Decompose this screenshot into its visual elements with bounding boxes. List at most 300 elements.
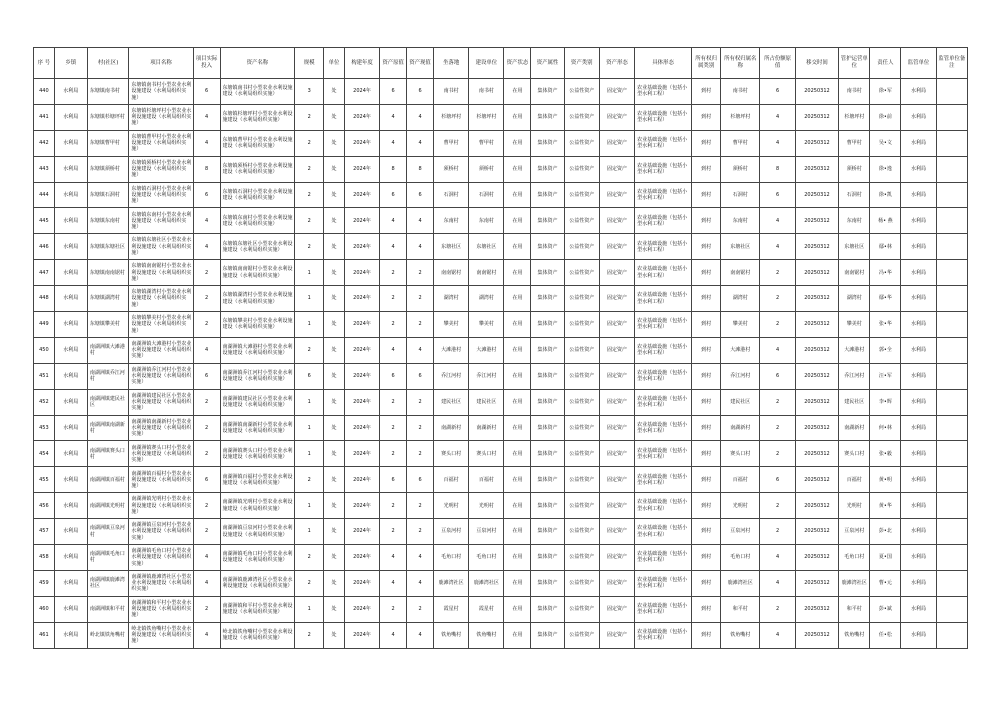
cell-location: 大滩港村 — [434, 337, 469, 363]
cell-manager: 东南村 — [839, 208, 870, 234]
cell-category: 公益性资产 — [564, 182, 599, 208]
table-row — [34, 104, 968, 130]
cell-attr: 集体资产 — [531, 234, 564, 260]
cell-handover: 20250312 — [795, 415, 839, 441]
cell-own-name: 百福村 — [721, 467, 760, 493]
cell-status: 在用 — [504, 286, 531, 312]
cell-own-name: 赛头口村 — [721, 441, 760, 467]
cell-handover: 20250312 — [795, 467, 839, 493]
cell-own-type: 到村 — [692, 208, 721, 234]
cell-year: 2024年 — [344, 596, 379, 622]
cell-curr: 2 — [407, 260, 434, 286]
cell-handover: 20250312 — [795, 182, 839, 208]
cell-supervisor: 水利局 — [901, 596, 936, 622]
cell-note — [936, 79, 967, 105]
cell-scale: 1 — [295, 519, 324, 545]
cell-year: 2024年 — [344, 415, 379, 441]
cell-supervisor: 水利局 — [901, 234, 936, 260]
cell-attr: 集体资产 — [531, 519, 564, 545]
cell-own-type: 到村 — [692, 312, 721, 338]
cell-village: 东塘镇湖湾村 — [87, 286, 128, 312]
cell-town: 水利局 — [54, 234, 87, 260]
cell-status: 在用 — [504, 622, 531, 648]
cell-unit: 处 — [324, 570, 345, 596]
cell-investment: 6 — [193, 182, 220, 208]
cell-builder: 光明村 — [469, 493, 504, 519]
cell-scale: 1 — [295, 415, 324, 441]
cell-builder: 南南锯村 — [469, 260, 504, 286]
cell-project: 南湖洲镇毛角口村小型农业水利设施建设（水利局组织实施） — [129, 545, 193, 571]
cell-share: 6 — [760, 467, 795, 493]
cell-scale: 2 — [295, 130, 324, 156]
cell-person: 吴•文 — [870, 130, 901, 156]
cell-village: 南湖洲镇光明村 — [87, 493, 128, 519]
cell-form: 固定资产 — [599, 363, 634, 389]
cell-no: 457 — [34, 519, 55, 545]
cell-investment: 4 — [193, 208, 220, 234]
cell-own-name: 大滩港村 — [721, 337, 760, 363]
cell-own-type: 到村 — [692, 234, 721, 260]
cell-scale: 2 — [295, 182, 324, 208]
cell-village: 东塘镇南南锯村 — [87, 260, 128, 286]
cell-asset: 东塘镇东塘社区小型农业水利设施建设（水利局组织实施） — [220, 234, 295, 260]
cell-location: 南湖新村 — [434, 415, 469, 441]
cell-year: 2024年 — [344, 234, 379, 260]
cell-manager: 大滩港村 — [839, 337, 870, 363]
cell-location: 南南锯村 — [434, 260, 469, 286]
cell-status: 在用 — [504, 493, 531, 519]
cell-note — [936, 493, 967, 519]
cell-form: 固定资产 — [599, 622, 634, 648]
cell-orig: 4 — [380, 234, 407, 260]
cell-location: 铁角嘴村 — [434, 622, 469, 648]
cell-unit: 处 — [324, 622, 345, 648]
table-row — [34, 312, 968, 338]
cell-own-name: 乔江河村 — [721, 363, 760, 389]
cell-location: 东南村 — [434, 208, 469, 234]
cell-unit: 处 — [324, 208, 345, 234]
cell-form: 固定资产 — [599, 493, 634, 519]
cell-handover: 20250312 — [795, 363, 839, 389]
cell-scale: 2 — [295, 234, 324, 260]
cell-note — [936, 519, 967, 545]
cell-unit: 处 — [324, 545, 345, 571]
cell-category: 公益性资产 — [564, 622, 599, 648]
cell-manager: 湖湾村 — [839, 286, 870, 312]
cell-detail: 农业基础设施（包括小型水利工程） — [635, 156, 692, 182]
cell-builder: 南湖新村 — [469, 415, 504, 441]
cell-builder: 毛角口村 — [469, 545, 504, 571]
cell-project: 东塘镇须桥村小型农业水利设施建设（水利局组织实施） — [129, 156, 193, 182]
cell-note — [936, 570, 967, 596]
table-row — [34, 79, 968, 105]
cell-manager: 南湖新村 — [839, 415, 870, 441]
cell-no: 461 — [34, 622, 55, 648]
cell-village: 岭北镇铁角嘴村 — [87, 622, 128, 648]
cell-project: 东塘镇东南村小型农业水利设施建设（水利局组织实施） — [129, 208, 193, 234]
cell-own-type: 到村 — [692, 493, 721, 519]
cell-form: 固定资产 — [599, 545, 634, 571]
cell-handover: 20250312 — [795, 441, 839, 467]
cell-note — [936, 312, 967, 338]
cell-own-type: 到村 — [692, 467, 721, 493]
cell-share: 8 — [760, 156, 795, 182]
header-row — [34, 48, 968, 79]
cell-own-type: 到村 — [692, 260, 721, 286]
cell-project: 南湖洲镇大滩港村小型农业水利设施建设（水利局组织实施） — [129, 337, 193, 363]
cell-no: 450 — [34, 337, 55, 363]
cell-project: 南湖洲镇赛头口村小型农业水利设施建设（水利局组织实施） — [129, 441, 193, 467]
cell-location: 曹甲村 — [434, 130, 469, 156]
cell-own-name: 东塘社区 — [721, 234, 760, 260]
cell-supervisor: 水利局 — [901, 104, 936, 130]
cell-investment: 4 — [193, 622, 220, 648]
cell-own-type: 到村 — [692, 130, 721, 156]
cell-investment: 2 — [193, 596, 220, 622]
cell-scale: 3 — [295, 79, 324, 105]
cell-manager: 建民社区 — [839, 389, 870, 415]
table-row — [34, 130, 968, 156]
cell-village: 南湖洲镇南湖新村 — [87, 415, 128, 441]
cell-village: 东塘镇须桥村 — [87, 156, 128, 182]
table-row — [34, 519, 968, 545]
cell-location: 须桥村 — [434, 156, 469, 182]
cell-scale: 6 — [295, 363, 324, 389]
cell-manager: 光明村 — [839, 493, 870, 519]
cell-orig: 2 — [380, 596, 407, 622]
cell-project: 南湖洲镇和平村小型农业水利设施建设（水利局组织实施） — [129, 596, 193, 622]
cell-town: 水利局 — [54, 104, 87, 130]
cell-supervisor: 水利局 — [901, 182, 936, 208]
cell-village: 东塘镇曹甲村 — [87, 130, 128, 156]
cell-manager: 南南锯村 — [839, 260, 870, 286]
cell-location: 光明村 — [434, 493, 469, 519]
cell-investment: 4 — [193, 234, 220, 260]
cell-asset: 南湖洲镇光明村小型农业水利设施建设（水利局组织实施） — [220, 493, 295, 519]
cell-town: 水利局 — [54, 622, 87, 648]
cell-town: 水利局 — [54, 441, 87, 467]
table-row — [34, 260, 968, 286]
cell-share: 4 — [760, 622, 795, 648]
cell-manager: 曹甲村 — [839, 130, 870, 156]
cell-scale: 1 — [295, 441, 324, 467]
cell-town: 水利局 — [54, 337, 87, 363]
cell-own-name: 建民社区 — [721, 389, 760, 415]
cell-curr: 4 — [407, 545, 434, 571]
cell-town: 水利局 — [54, 389, 87, 415]
cell-asset: 南湖洲镇南湖新村小型农业水利设施建设（水利局组织实施） — [220, 415, 295, 441]
column-header: 序 号 — [34, 48, 55, 79]
cell-note — [936, 622, 967, 648]
column-header: 资产现值 — [407, 48, 434, 79]
cell-scale: 1 — [295, 596, 324, 622]
cell-category: 公益性资产 — [564, 493, 599, 519]
cell-no: 459 — [34, 570, 55, 596]
cell-form: 固定资产 — [599, 312, 634, 338]
column-header: 乡镇 — [54, 48, 87, 79]
cell-manager: 须桥村 — [839, 156, 870, 182]
cell-share: 6 — [760, 79, 795, 105]
cell-own-type: 到村 — [692, 337, 721, 363]
cell-location: 赛头口村 — [434, 441, 469, 467]
cell-no: 444 — [34, 182, 55, 208]
cell-form: 固定资产 — [599, 182, 634, 208]
cell-category: 公益性资产 — [564, 286, 599, 312]
cell-own-name: 和平村 — [721, 596, 760, 622]
cell-status: 在用 — [504, 337, 531, 363]
column-header: 资产属性 — [531, 48, 564, 79]
cell-share: 2 — [760, 519, 795, 545]
column-header: 具体形态 — [635, 48, 692, 79]
cell-village: 东塘镇攀美村 — [87, 312, 128, 338]
cell-own-type: 到村 — [692, 286, 721, 312]
cell-attr: 集体资产 — [531, 337, 564, 363]
cell-note — [936, 389, 967, 415]
cell-unit: 处 — [324, 79, 345, 105]
cell-note — [936, 545, 967, 571]
cell-orig: 2 — [380, 415, 407, 441]
cell-village: 南湖洲镇百福村 — [87, 467, 128, 493]
cell-category: 公益性资产 — [564, 441, 599, 467]
cell-category: 公益性资产 — [564, 545, 599, 571]
cell-note — [936, 260, 967, 286]
cell-curr: 4 — [407, 622, 434, 648]
cell-investment: 4 — [193, 337, 220, 363]
cell-unit: 处 — [324, 389, 345, 415]
cell-project: 东塘镇攀美村小型农业水利设施建设（水利局组织实施） — [129, 312, 193, 338]
cell-supervisor: 水利局 — [901, 337, 936, 363]
cell-status: 在用 — [504, 104, 531, 130]
cell-status: 在用 — [504, 570, 531, 596]
cell-village: 南湖洲镇亘泉河村 — [87, 519, 128, 545]
cell-detail: 农业基础设施（包括小型水利工程） — [635, 596, 692, 622]
cell-share: 6 — [760, 182, 795, 208]
cell-town: 水利局 — [54, 156, 87, 182]
cell-orig: 2 — [380, 519, 407, 545]
cell-form: 固定资产 — [599, 596, 634, 622]
cell-own-type: 到村 — [692, 104, 721, 130]
cell-category: 公益性资产 — [564, 363, 599, 389]
cell-orig: 4 — [380, 545, 407, 571]
cell-manager: 鹿滩湾社区 — [839, 570, 870, 596]
cell-own-name: 南书村 — [721, 79, 760, 105]
cell-year: 2024年 — [344, 389, 379, 415]
cell-person: 冯•华 — [870, 260, 901, 286]
cell-share: 4 — [760, 570, 795, 596]
cell-asset: 南湖洲镇乔江河村小型农业水利设施建设（水利局组织实施） — [220, 363, 295, 389]
cell-person: 彭•北 — [870, 519, 901, 545]
cell-project: 南湖洲镇亘泉河村小型农业水利设施建设（水利局组织实施） — [129, 519, 193, 545]
cell-builder: 亘泉河村 — [469, 519, 504, 545]
cell-orig: 4 — [380, 622, 407, 648]
cell-unit: 处 — [324, 337, 345, 363]
cell-town: 水利局 — [54, 130, 87, 156]
cell-curr: 4 — [407, 104, 434, 130]
cell-own-name: 光明村 — [721, 493, 760, 519]
column-header: 项目实际投入 — [193, 48, 220, 79]
cell-year: 2024年 — [344, 493, 379, 519]
cell-share: 6 — [760, 363, 795, 389]
asset-table-page — [33, 47, 968, 649]
cell-asset: 南湖洲镇亘泉河村小型农业水利设施建设（水利局组织实施） — [220, 519, 295, 545]
column-header: 所有权归属名称 — [721, 48, 760, 79]
cell-category: 公益性资产 — [564, 389, 599, 415]
cell-form: 固定资产 — [599, 104, 634, 130]
cell-own-type: 到村 — [692, 622, 721, 648]
cell-attr: 集体资产 — [531, 415, 564, 441]
cell-person: 汪•军 — [870, 363, 901, 389]
cell-no: 453 — [34, 415, 55, 441]
cell-attr: 集体资产 — [531, 467, 564, 493]
table-row — [34, 389, 968, 415]
cell-project: 南湖洲镇乔江河村小型农业水利设施建设（水利局组织实施） — [129, 363, 193, 389]
cell-detail: 农业基础设施（包括小型水利工程） — [635, 337, 692, 363]
cell-year: 2024年 — [344, 622, 379, 648]
column-header: 所有权归属类别 — [692, 48, 721, 79]
cell-project: 东塘镇石洞村小型农业水利设施建设（水利局组织实施） — [129, 182, 193, 208]
cell-supervisor: 水利局 — [901, 260, 936, 286]
cell-status: 在用 — [504, 260, 531, 286]
cell-town: 水利局 — [54, 208, 87, 234]
cell-category: 公益性资产 — [564, 519, 599, 545]
cell-curr: 6 — [407, 467, 434, 493]
cell-share: 4 — [760, 337, 795, 363]
cell-year: 2024年 — [344, 337, 379, 363]
cell-own-type: 到村 — [692, 545, 721, 571]
cell-form: 固定资产 — [599, 570, 634, 596]
cell-person: 徐•前 — [870, 104, 901, 130]
column-header: 资产类别 — [564, 48, 599, 79]
cell-scale: 1 — [295, 493, 324, 519]
cell-builder: 杉塘坪村 — [469, 104, 504, 130]
cell-own-type: 到村 — [692, 79, 721, 105]
table-row — [34, 596, 968, 622]
cell-share: 2 — [760, 415, 795, 441]
cell-category: 公益性资产 — [564, 208, 599, 234]
cell-attr: 集体资产 — [531, 493, 564, 519]
column-header: 单位 — [324, 48, 345, 79]
cell-person: 何•林 — [870, 415, 901, 441]
cell-year: 2024年 — [344, 130, 379, 156]
cell-builder: 须桥村 — [469, 156, 504, 182]
cell-manager: 东塘社区 — [839, 234, 870, 260]
cell-attr: 集体资产 — [531, 156, 564, 182]
cell-location: 东塘社区 — [434, 234, 469, 260]
cell-handover: 20250312 — [795, 130, 839, 156]
cell-own-name: 曹甲村 — [721, 130, 760, 156]
cell-curr: 2 — [407, 286, 434, 312]
cell-location: 霞星村 — [434, 596, 469, 622]
column-header: 所占份额原值 — [760, 48, 795, 79]
cell-year: 2024年 — [344, 312, 379, 338]
cell-curr: 2 — [407, 389, 434, 415]
cell-handover: 20250312 — [795, 389, 839, 415]
cell-category: 公益性资产 — [564, 596, 599, 622]
cell-scale: 2 — [295, 208, 324, 234]
cell-person: 张•毅 — [870, 441, 901, 467]
cell-person: 徐•军 — [870, 79, 901, 105]
cell-year: 2024年 — [344, 467, 379, 493]
cell-supervisor: 水利局 — [901, 208, 936, 234]
cell-supervisor: 水利局 — [901, 79, 936, 105]
cell-investment: 2 — [193, 441, 220, 467]
column-header: 资产原值 — [380, 48, 407, 79]
cell-person: 曹•元 — [870, 570, 901, 596]
cell-own-type: 到村 — [692, 363, 721, 389]
cell-share: 2 — [760, 493, 795, 519]
cell-handover: 20250312 — [795, 208, 839, 234]
cell-attr: 集体资产 — [531, 208, 564, 234]
cell-town: 水利局 — [54, 79, 87, 105]
cell-investment: 4 — [193, 570, 220, 596]
cell-attr: 集体资产 — [531, 79, 564, 105]
cell-project: 东塘镇南书村小型农业水利设施建设（水利局组织实施） — [129, 79, 193, 105]
cell-orig: 2 — [380, 441, 407, 467]
cell-share: 2 — [760, 441, 795, 467]
cell-builder: 东塘社区 — [469, 234, 504, 260]
cell-year: 2024年 — [344, 545, 379, 571]
cell-location: 百福村 — [434, 467, 469, 493]
cell-category: 公益性资产 — [564, 467, 599, 493]
cell-supervisor: 水利局 — [901, 363, 936, 389]
cell-orig: 6 — [380, 79, 407, 105]
cell-builder: 攀美村 — [469, 312, 504, 338]
cell-detail: 农业基础设施（包括小型水利工程） — [635, 312, 692, 338]
cell-scale: 1 — [295, 286, 324, 312]
cell-location: 建民社区 — [434, 389, 469, 415]
cell-builder: 百福村 — [469, 467, 504, 493]
cell-curr: 2 — [407, 441, 434, 467]
cell-own-name: 须桥村 — [721, 156, 760, 182]
cell-builder: 鹿滩湾社区 — [469, 570, 504, 596]
cell-status: 在用 — [504, 467, 531, 493]
cell-form: 固定资产 — [599, 286, 634, 312]
cell-unit: 处 — [324, 596, 345, 622]
cell-project: 南湖洲镇光明村小型农业水利设施建设（水利局组织实施） — [129, 493, 193, 519]
cell-category: 公益性资产 — [564, 312, 599, 338]
table-row — [34, 286, 968, 312]
cell-detail: 农业基础设施（包括小型水利工程） — [635, 519, 692, 545]
cell-location: 亘泉河村 — [434, 519, 469, 545]
cell-category: 公益性资产 — [564, 260, 599, 286]
cell-orig: 4 — [380, 570, 407, 596]
cell-town: 水利局 — [54, 493, 87, 519]
table-row — [34, 337, 968, 363]
cell-year: 2024年 — [344, 79, 379, 105]
cell-handover: 20250312 — [795, 260, 839, 286]
cell-curr: 6 — [407, 363, 434, 389]
cell-handover: 20250312 — [795, 79, 839, 105]
cell-attr: 集体资产 — [531, 104, 564, 130]
cell-orig: 6 — [380, 363, 407, 389]
cell-town: 水利局 — [54, 286, 87, 312]
table-row — [34, 182, 968, 208]
cell-unit: 处 — [324, 156, 345, 182]
cell-form: 固定资产 — [599, 389, 634, 415]
cell-unit: 处 — [324, 312, 345, 338]
cell-village: 南湖洲镇鹿滩湾社区 — [87, 570, 128, 596]
cell-status: 在用 — [504, 312, 531, 338]
cell-form: 固定资产 — [599, 156, 634, 182]
cell-manager: 百福村 — [839, 467, 870, 493]
cell-manager: 赛头口村 — [839, 441, 870, 467]
cell-village: 南湖洲镇赛头口村 — [87, 441, 128, 467]
cell-handover: 20250312 — [795, 337, 839, 363]
cell-manager: 毛角口村 — [839, 545, 870, 571]
cell-handover: 20250312 — [795, 286, 839, 312]
cell-project: 东塘镇杉塘坪村小型农业水利设施建设（水利局组织实施） — [129, 104, 193, 130]
cell-no: 447 — [34, 260, 55, 286]
